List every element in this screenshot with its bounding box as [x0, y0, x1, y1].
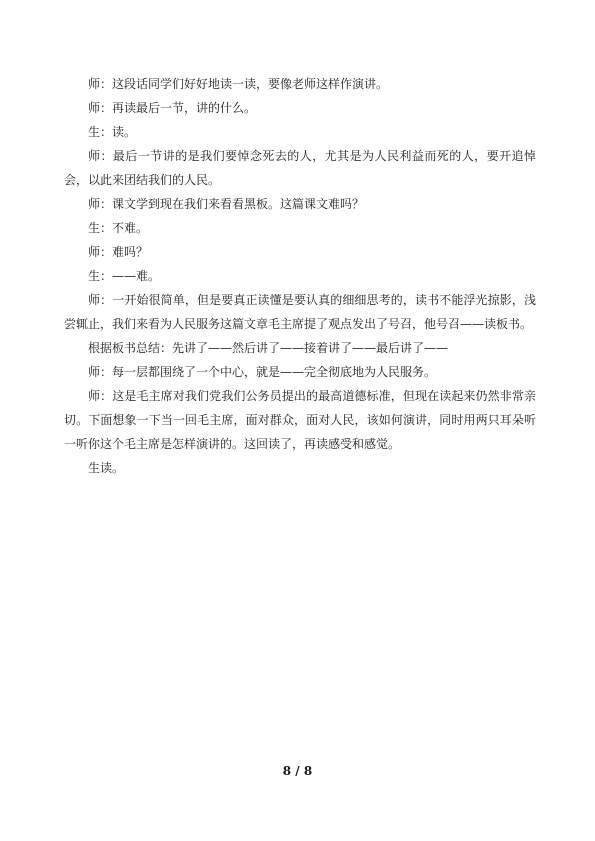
document-body [64, 72, 536, 480]
paragraph: 师：这段话同学们好好地读一读，要像老师这样作演讲。 [88, 77, 389, 91]
paragraph: 生：——难。 [88, 269, 161, 283]
paragraph: 生：不难。 [88, 221, 149, 235]
paragraph: 师：难吗？ [88, 245, 149, 259]
paragraph: 师：这是毛主席对我们党我们公务员提出的最高道德标准，但现在读起来仍然非常亲切。下面想象一下当一回毛主席，面对群众，面对人民，该如何演讲，同时用两只耳朵听一听你这个毛主席是怎样演讲的。这回读了，再读感受和感觉。 [64, 389, 536, 451]
paragraph: 师：课文学到现在我们来看看黑板。这篇课文难吗？ [88, 197, 365, 211]
paragraph: 生：读。 [88, 125, 137, 139]
paragraph: 师：每一层都围绕了一个中心，就是——完全彻底地为人民服务。 [88, 365, 437, 379]
paragraph: 师：一开始很简单，但是要真正读懂是要认真的细细思考的，读书不能浮光掠影，浅尝辄止，我们来看为人民服务这篇文章毛主席提了观点发出了号召，他号召——读板书。 [64, 293, 536, 331]
paragraph: 生读。 [88, 461, 125, 475]
paragraph: 师：再读最后一节，讲的什么。 [88, 101, 257, 115]
paragraph: 根据板书总结：先讲了——然后讲了——接着讲了——最后讲了—— [88, 341, 449, 355]
paragraph: 师：最后一节讲的是我们要悼念死去的人，尤其是为人民利益而死的人，要开追悼会，以此来团结我们的人民。 [64, 149, 536, 187]
page-number: 8 / 8 [282, 764, 313, 778]
